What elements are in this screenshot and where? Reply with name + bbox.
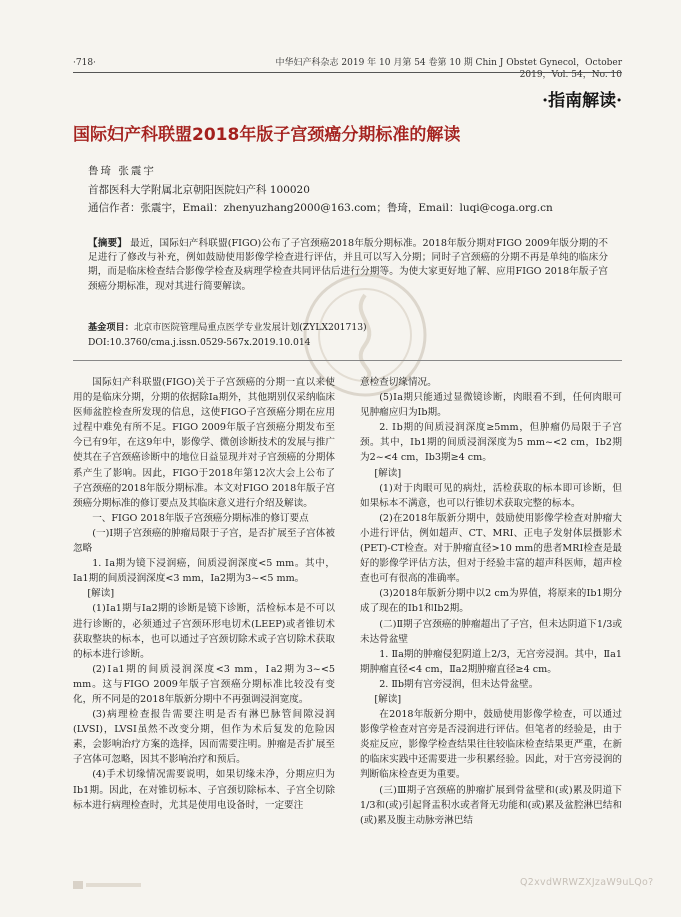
header-divider [73, 72, 622, 73]
authors: 鲁琦 张震宇 [88, 165, 156, 177]
body-paragraph: (一)Ⅰ期子宫颈癌的肿瘤局限于子宫，是否扩展至子宫体被忽略 [73, 527, 335, 555]
correspondence: 通信作者：张震宇，Email：zhenyuzhang2000@163.com；鲁琦，Email：luqi@coga.org.cn [88, 202, 553, 214]
body-paragraph: (3)病理检查报告需要注明是否有淋巴脉管间隙浸润(LVSI)，LVSI虽然不改变分期，但作为术后复发的危险因素，会影响治疗方案的选择，因而需要注明。肿瘤是否扩展至子宫体可忽略，因其不影响治疗和预后。 [73, 709, 335, 766]
interpretation-heading: [解读] [374, 693, 402, 705]
body-paragraph: 国际妇产科联盟(FIGO)关于子宫颈癌的分期一直以来使用的是临床分期，分期的依据除Ⅰa期外，其他期别仅采纳临床医师盆腔检查所发现的信息，这使FIGO子宫颈癌分期在应用过程中难免有所不足。FIGO 2009年版子宫颈癌分期发布至今已有9年，在这9年中，影像学、微创诊断技术的发展与推广使其在子宫颈癌诊断中的地位日益显现并对子宫颈癌的分期体系产生了影响。因此，FIGO于2018年第12次大会上公布了子宫颈癌的2018年版分期标准。本文对FIGO 2018年版子宫颈癌分期标准的修订要点及其临床意义进行介绍及解读。 [73, 377, 335, 509]
abstract-text: 最近，国际妇产科联盟(FIGO)公布了子宫颈癌2018年版分期标准。2018年版分期对FIGO 2009年版分期的不足进行了修改与补充，例如鼓励使用影像学检查进行评估，并且可以写入分期；同时子宫颈癌的分期不再是单纯的临床分期，而是临床检查结合影像学检查及病理学检查共同评估后进行分期等。为使大家更好地了解、应用FIGO 2018年版子宫颈癌分期标准，现对其进行简要解读。 [88, 238, 609, 292]
body-paragraph: 1. Ⅰa期为镜下浸润癌，间质浸润深度<5 mm。其中，Ⅰa1期的间质浸润深度<3 mm，Ⅰa2期为3~<5 mm。 [73, 558, 335, 585]
body-paragraph: (5)Ⅰa期只能通过显微镜诊断，肉眼看不到，任何肉眼可见肿瘤应归为Ⅰb期。 [360, 392, 622, 419]
section-label: ·指南解读· [542, 91, 622, 111]
fund-label: 基金项目： [88, 322, 134, 333]
affiliation: 首都医科大学附属北京朝阳医院妇产科 100020 [88, 184, 310, 196]
body-paragraph: 1. Ⅱa期的肿瘤侵犯阴道上2/3，无宫旁浸润。其中，Ⅱa1期肿瘤直径<4 cm，Ⅱa2期肿瘤直径≥4 cm。 [360, 648, 622, 675]
body-paragraph: (1)对于肉眼可见的病灶，活检获取的标本即可诊断，但如果标本不满意，也可以行锥切术获取完整的标本。 [360, 482, 622, 509]
body-paragraph: 2. Ⅰb期的间质浸润深度≥5mm，但肿瘤仍局限于子宫颈。其中，Ⅰb1期的间质浸润深度为5 mm~<2 cm，Ⅰb2期为2~<4 cm，Ⅰb3期≥4 cm。 [360, 422, 622, 464]
body-column-right [360, 375, 622, 828]
watermark-code: Q2xvdWRWZXJzaW9uLQo? [520, 877, 654, 888]
body-paragraph: 一、FIGO 2018年版子宫颈癌分期标准的修订要点 [92, 512, 309, 524]
body-paragraph: 2. Ⅱb期有宫旁浸润，但未达骨盆壁。 [379, 678, 539, 690]
doi: DOI:10.3760/cma.j.issn.0529-567x.2019.10.014 [88, 337, 311, 348]
interpretation-heading: [解读] [87, 588, 115, 600]
body-paragraph: (三)Ⅲ期子宫颈癌的肿瘤扩展到骨盆壁和(或)累及阴道下1/3和(或)引起肾盂积水或者肾无功能和(或)累及盆腔淋巴结和(或)累及腹主动脉旁淋巴结 [360, 784, 622, 826]
body-paragraph: (3)2018年版新分期中以2 cm为界值，将原来的Ⅰb1期分成了现在的Ⅰb1和Ⅰb2期。 [360, 588, 622, 615]
fund-info [88, 321, 608, 335]
abstract-divider [73, 360, 622, 361]
body-paragraph: (2)在2018年版新分期中，鼓励使用影像学检查对肿瘤大小进行评估，例如超声、CT、MRI、正电子发射体层摄影术(PET)-CT检查。对于肿瘤直径>10 mm的患者MRI检查是最好的影像学评估方法，但对于经验丰富的超声科医师，超声检查也可有很高的准确率。 [360, 512, 622, 585]
journal-header: 中华妇产科杂志 2019 年 10 月第 54 卷第 10 期 Chin J Obstet Gynecol，October 2019，Vol. 54，No. 10 [275, 58, 622, 80]
article-title: 国际妇产科联盟2018年版子宫颈癌分期标准的解读 [73, 125, 461, 145]
body-paragraph: (2)Ⅰa1期的间质浸润深度<3 mm，Ⅰa2期为3~<5 mm。这与FIGO 2009年版子宫颈癌分期标准比较没有变化，所不同是的2018年版新分期中不再强调浸润宽度。 [73, 663, 335, 705]
abstract [88, 237, 608, 294]
publisher-logo-icon [73, 879, 143, 891]
fund-text: 北京市医院管理局重点医学专业发展计划(ZYLX201713) [133, 322, 367, 333]
body-column-left [73, 375, 335, 813]
body-paragraph: 在2018年版新分期中，鼓励使用影像学检查，可以通过影像学检查对宫旁是否浸润进行评估。但笔者的经验是，由于炎症反应，影像学检查结果往往较临床检查结果更严重，在新的临床实践中还需要进一步积累经验。因此，对于宫旁浸润的判断临床检查更为重要。 [360, 709, 622, 781]
interpretation-heading: [解读] [374, 467, 402, 479]
body-paragraph: (4)手术切缘情况需要说明，如果切缘未净，分期应归为Ⅰb1期。因此，在对锥切标本、子宫颈切除标本、子宫全切除标本进行病理检查时，尤其是使用电设备时，一定要注 [73, 769, 335, 811]
body-paragraph: (二)Ⅱ期子宫颈癌的肿瘤超出了子宫，但未达阴道下1/3或未达骨盆壁 [360, 618, 622, 645]
body-paragraph: (1)Ⅰa1期与Ⅰa2期的诊断是镜下诊断，活检标本是不可以进行诊断的，必须通过子宫颈环形电切术(LEEP)或者锥切术获取整块的标本，也可以通过子宫颈切除术或子宫切除术获取的标本进行诊断。 [73, 603, 335, 660]
body-paragraph: 意检查切缘情况。 [360, 377, 437, 388]
abstract-label: 【摘要】 [88, 238, 128, 249]
page-number: ·718· [73, 58, 96, 68]
